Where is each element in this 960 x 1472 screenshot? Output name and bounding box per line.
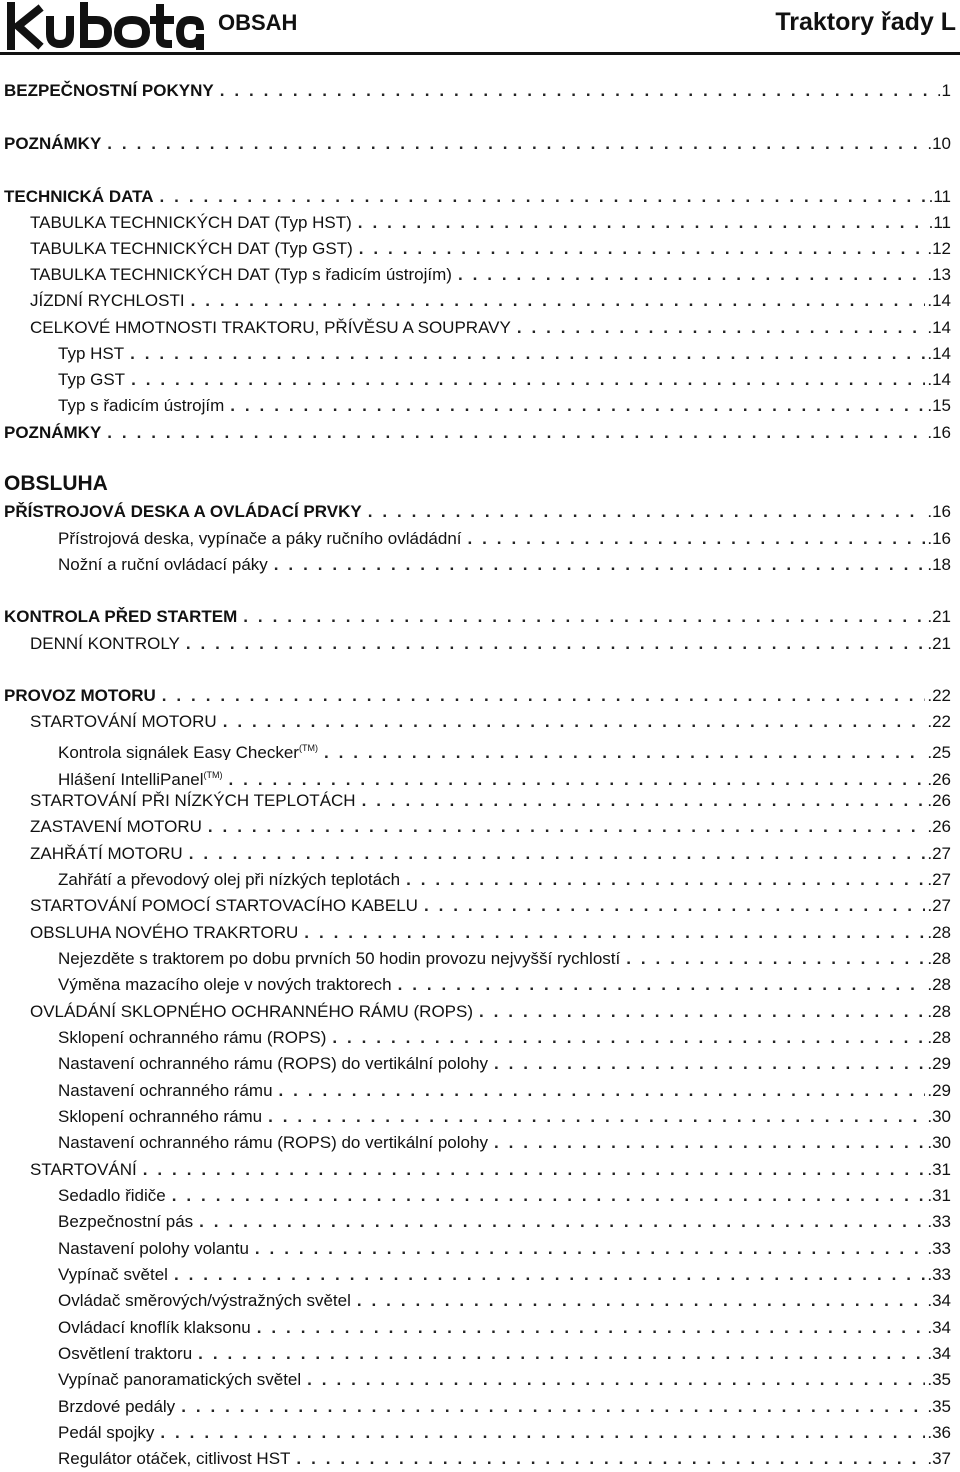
toc-entry[interactable]: CELKOVÉ HMOTNOSTI TRAKTORU, PŘÍVĚSU A SOUPRAVY . . . .14 (0, 316, 951, 340)
toc-entry[interactable]: Typ HST . . . .14 (0, 342, 951, 366)
toc-entry[interactable]: Bezpečnostní pás . . . .33 (0, 1210, 951, 1234)
toc-entry[interactable]: STARTOVÁNÍ MOTORU . . . .22 (0, 710, 951, 734)
toc-entry[interactable]: JÍZDNÍ RYCHLOSTI . . . .14 (0, 289, 951, 313)
toc-entry[interactable]: ZAHŘÁTÍ MOTORU . . . .27 (0, 842, 951, 866)
toc-entry[interactable]: STARTOVÁNÍ POMOCÍ STARTOVACÍHO KABELU . . . .27 (0, 894, 951, 918)
toc-entry[interactable]: Nejezděte s traktorem po dobu prvních 50 hodin provozu nejvyšší rychlostí . . . .28 (0, 947, 951, 971)
toc-entry[interactable]: Brzdové pedály . . . .35 (0, 1395, 951, 1419)
toc-entry[interactable]: Přístrojová deska, vypínače a páky ručního ovládádní . . . .16 (0, 527, 951, 551)
section-label: OBSAH (218, 10, 298, 35)
document-title: Traktory řady L (775, 8, 956, 36)
toc-entry[interactable]: KONTROLA PŘED STARTEM . . . .21 (0, 605, 951, 629)
toc-entry[interactable]: ZASTAVENÍ MOTORU . . . .26 (0, 815, 951, 839)
toc-entry[interactable]: POZNÁMKY . . . .10 (0, 132, 951, 156)
kubota-logo (4, 2, 208, 50)
toc-entry[interactable]: BEZPEČNOSTNÍ POKYNY . . . .1 (0, 79, 951, 103)
toc-entry[interactable]: TABULKA TECHNICKÝCH DAT (Typ HST) . . . .11 (0, 211, 951, 235)
toc-entry[interactable]: Typ s řadicím ústrojím . . . .15 (0, 394, 951, 418)
toc-entry[interactable]: Nastavení ochranného rámu (ROPS) do vertikální polohy . . . .29 (0, 1052, 951, 1076)
toc-entry[interactable]: OVLÁDÁNÍ SKLOPNÉHO OCHRANNÉHO RÁMU (ROPS) . . . .28 (0, 1000, 951, 1024)
toc-entry[interactable]: TECHNICKÁ DATA . . . .11 (0, 185, 951, 209)
toc-entry[interactable]: Nastavení ochranného rámu . . . .29 (0, 1079, 951, 1103)
toc-entry[interactable]: Nožní a ruční ovládací páky . . . .18 (0, 553, 951, 577)
toc-entry[interactable]: Ovládač směrových/výstražných světel . . . .34 (0, 1289, 951, 1313)
toc-entry[interactable]: Vypínač panoramatických světel . . . .35 (0, 1368, 951, 1392)
toc-entry[interactable]: Pedál spojky . . . .36 (0, 1421, 951, 1445)
toc-entry[interactable]: Typ GST . . . .14 (0, 368, 951, 392)
header-divider (0, 52, 960, 55)
toc-entry[interactable]: Sklopení ochranného rámu . . . .30 (0, 1105, 951, 1129)
toc-entry[interactable]: PŘÍSTROJOVÁ DESKA A OVLÁDACÍ PRVKY . . . .16 (0, 500, 951, 524)
toc-entry[interactable]: Regulátor otáček, citlivost HST . . . .37 (0, 1447, 951, 1471)
toc-entry[interactable]: Sklopení ochranného rámu (ROPS) . . . .28 (0, 1026, 951, 1050)
toc-entry[interactable]: Sedadlo řidiče . . . .31 (0, 1184, 951, 1208)
toc-entry[interactable]: TABULKA TECHNICKÝCH DAT (Typ GST) . . . .12 (0, 237, 951, 261)
toc-entry[interactable]: Vypínač světel . . . .33 (0, 1263, 951, 1287)
toc-entry[interactable]: STARTOVÁNÍ PŘI NÍZKÝCH TEPLOTÁCH . . . .26 (0, 789, 951, 813)
toc-entry[interactable]: STARTOVÁNÍ . . . .31 (0, 1158, 951, 1182)
toc-entry[interactable]: Kontrola signálek Easy Checker$^{(TM)}$ . . . .25 (0, 736, 951, 760)
toc-entry[interactable]: Výměna mazacího oleje v nových traktorech . . . .28 (0, 973, 951, 997)
toc-entry[interactable]: Hlášení IntelliPanel$^{(TM)}$ . . . .26 (0, 763, 951, 787)
toc-entry[interactable]: Nastavení ochranného rámu (ROPS) do vertikální polohy . . . .30 (0, 1131, 951, 1155)
toc-entry[interactable]: Zahřátí a převodový olej při nízkých teplotách . . . .27 (0, 868, 951, 892)
toc-entry[interactable]: Osvětlení traktoru . . . .34 (0, 1342, 951, 1366)
toc-entry[interactable]: DENNÍ KONTROLY . . . .21 (0, 632, 951, 656)
toc-entry[interactable]: POZNÁMKY . . . .16 (0, 421, 951, 445)
page-header (0, 0, 960, 56)
toc-entry[interactable]: Ovládací knoflík klaksonu . . . .34 (0, 1316, 951, 1340)
toc-entry[interactable]: TABULKA TECHNICKÝCH DAT (Typ s řadicím ústrojím) . . . .13 (0, 263, 951, 287)
toc-entry[interactable]: Nastavení polohy volantu . . . .33 (0, 1237, 951, 1261)
toc-entry[interactable]: PROVOZ MOTORU . . . .22 (0, 684, 951, 708)
toc-entry[interactable]: OBSLUHA NOVÉHO TRAKRTORU . . . .28 (0, 921, 951, 945)
chapter-heading: OBSLUHA (4, 472, 108, 495)
